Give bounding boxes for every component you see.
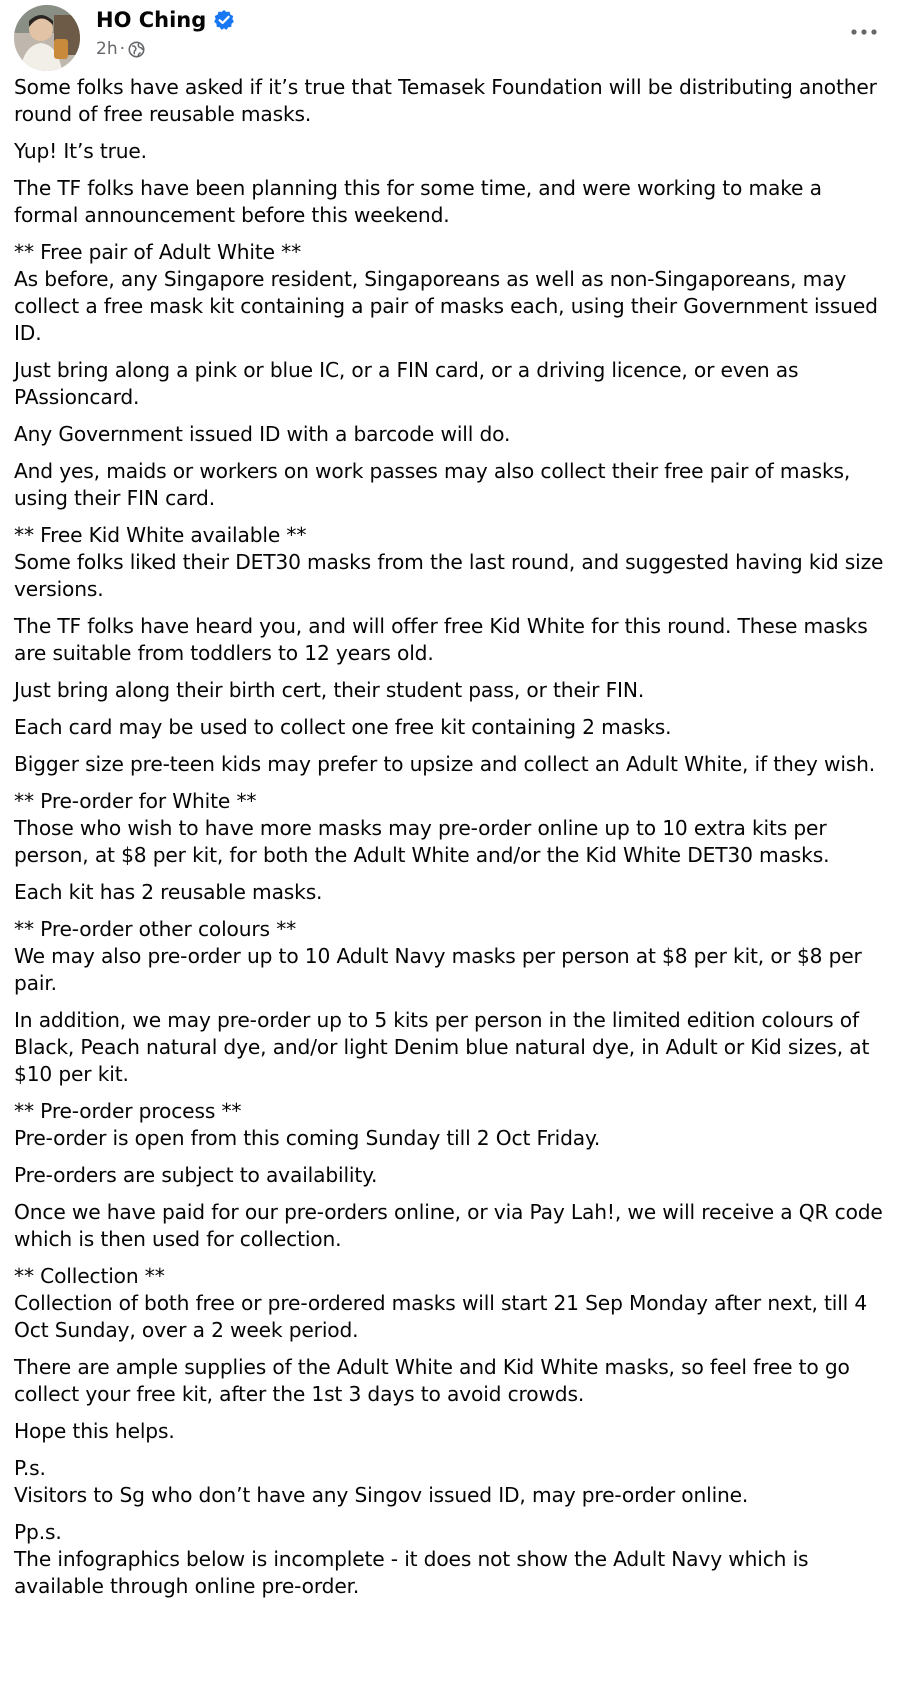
post-message [14,74,884,1600]
paragraph-heading: ** Pre-order other colours ** [14,917,297,941]
post-paragraph [14,751,884,778]
post-paragraph [14,879,884,906]
paragraph-heading: Pp.s. [14,1520,62,1544]
post-header [14,0,884,72]
post-meta [96,38,145,60]
post-paragraph [14,1455,884,1509]
post-paragraph [14,613,884,667]
post-paragraph [14,175,884,229]
paragraph-text: Bigger size pre-teen kids may prefer to upsize and collect an Adult White, if they wish. [14,752,876,776]
post-paragraph [14,1162,884,1189]
paragraph-text: Yup! It’s true. [14,139,147,163]
paragraph-text: Just bring along a pink or blue IC, or a FIN card, or a driving licence, or even as PAssioncard. [14,358,799,409]
verified-badge-icon [213,9,235,31]
post-paragraph [14,357,884,411]
paragraph-text: Those who wish to have more masks may pre-order online up to 10 extra kits per person, at $8 per kit, for both the Adult White and/or the Kid White DET30 masks. [14,816,830,867]
post-paragraph [14,421,884,448]
paragraph-text: Once we have paid for our pre-orders online, or via Pay Lah!, we will receive a QR code which is then used for collection. [14,1200,883,1251]
paragraph-text: Pre-orders are subject to availability. [14,1163,378,1187]
paragraph-text: Collection of both free or pre-ordered masks will start 21 Sep Monday after next, till 4 Oct Sunday, over a 2 week period. [14,1291,868,1342]
paragraph-heading: ** Pre-order for White ** [14,789,257,813]
paragraph-text: In addition, we may pre-order up to 5 kits per person in the limited edition colours of Black, Peach natural dye, and/or light Denim blue natural dye, in Adult or Kid sizes, at $10 per kit. [14,1008,870,1086]
paragraph-text: Each card may be used to collect one free kit containing 2 masks. [14,715,672,739]
author-avatar[interactable] [14,5,80,71]
paragraph-text: Some folks have asked if it’s true that Temasek Foundation will be distributing another round of free reusable masks. [14,75,877,126]
post-paragraph [14,74,884,128]
paragraph-text: And yes, maids or workers on work passes may also collect their free pair of masks, using their FIN card. [14,459,851,510]
paragraph-heading: P.s. [14,1456,46,1480]
paragraph-text: Just bring along their birth cert, their student pass, or their FIN. [14,678,645,702]
paragraph-text: The infographics below is incomplete - it does not show the Adult Navy which is available through online pre-order. [14,1547,809,1598]
more-options-icon [849,27,879,37]
paragraph-heading: ** Free pair of Adult White ** [14,240,302,264]
paragraph-text: The TF folks have been planning this for some time, and were working to make a formal announcement before this weekend. [14,176,822,227]
paragraph-text: Hope this helps. [14,1419,175,1443]
post-paragraph [14,522,884,603]
more-options-button[interactable] [846,14,882,50]
paragraph-heading: ** Collection ** [14,1264,165,1288]
paragraph-text: As before, any Singapore resident, Singaporeans as well as non-Singaporeans, may collect a free mask kit containing a pair of masks each, using their Government issued ID. [14,267,878,345]
post-paragraph [14,1519,884,1600]
paragraph-text: Some folks liked their DET30 masks from the last round, and suggested having kid size versions. [14,550,884,601]
post-timestamp[interactable]: 2h [96,39,118,59]
paragraph-text: Each kit has 2 reusable masks. [14,880,323,904]
author-name[interactable]: HO Ching [96,8,207,32]
post-paragraph [14,788,884,869]
post-paragraph [14,239,884,347]
paragraph-text: We may also pre-order up to 10 Adult Navy masks per person at $8 per kit, or $8 per pair. [14,944,862,995]
post-paragraph [14,916,884,997]
author-name-row [96,6,235,34]
post-paragraph [14,677,884,704]
post-paragraph [14,714,884,741]
post-paragraph [14,1263,884,1344]
post-paragraph [14,1098,884,1152]
paragraph-text: There are ample supplies of the Adult White and Kid White masks, so feel free to go collect your free kit, after the 1st 3 days to avoid crowds. [14,1355,850,1406]
post-paragraph [14,1354,884,1408]
post-paragraph [14,1007,884,1088]
post-paragraph [14,458,884,512]
paragraph-heading: ** Pre-order process ** [14,1099,242,1123]
globe-icon[interactable] [128,41,145,58]
post-paragraph [14,138,884,165]
paragraph-text: Any Government issued ID with a barcode will do. [14,422,511,446]
paragraph-text: The TF folks have heard you, and will offer free Kid White for this round. These masks are suitable from toddlers to 12 years old. [14,614,868,665]
meta-separator: · [119,39,125,59]
paragraph-heading: ** Free Kid White available ** [14,523,307,547]
avatar-photo [14,5,80,71]
paragraph-text: Visitors to Sg who don’t have any Singov issued ID, may pre-order online. [14,1483,749,1507]
post-paragraph [14,1418,884,1445]
paragraph-text: Pre-order is open from this coming Sunday till 2 Oct Friday. [14,1126,601,1150]
post-paragraph [14,1199,884,1253]
